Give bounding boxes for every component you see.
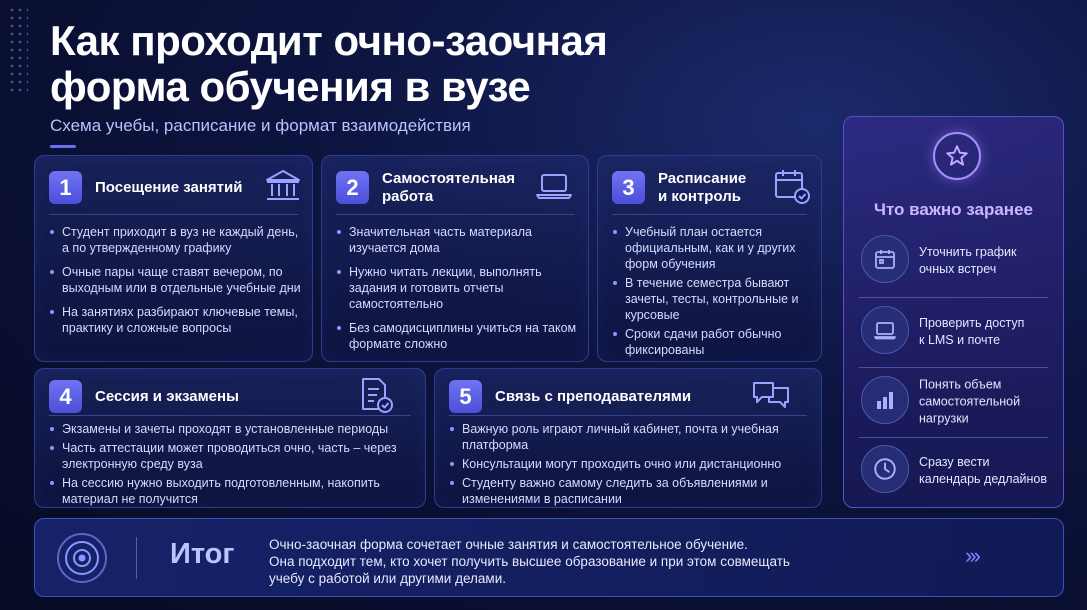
sidebar-item-text: [919, 244, 1017, 278]
chat-bubbles-icon: [751, 375, 791, 415]
sidebar-item-line: Уточнить график: [919, 245, 1017, 259]
sidebar-item: [859, 372, 1049, 432]
card-divider: [449, 415, 807, 416]
sidebar-important: [843, 116, 1064, 508]
star-icon-circle: [933, 132, 981, 180]
card-schedule-control: [597, 155, 822, 362]
laptop-icon: [534, 166, 574, 206]
decorative-dots: [8, 6, 28, 94]
card-list: [612, 224, 811, 361]
sidebar-item-text: [919, 454, 1047, 488]
sidebar-item: [859, 231, 1049, 291]
card-number: 5: [449, 380, 482, 413]
summary-line: учебу с работой или другими делами.: [269, 571, 506, 586]
sidebar-item-line: к LMS и почте: [919, 333, 1001, 347]
sidebar-item: [859, 441, 1049, 501]
subtitle-underline: [50, 145, 76, 148]
summary-text: [269, 536, 849, 587]
card-number: 1: [49, 171, 82, 204]
sidebar-item: [859, 302, 1049, 362]
sidebar-divider: [859, 437, 1048, 438]
laptop-icon: [861, 306, 909, 354]
list-item: Часть аттестации может проводиться очно, часть – через электронную среду вуза: [49, 440, 415, 472]
card-teachers: [434, 368, 822, 508]
card-list: [49, 224, 302, 344]
list-item: Сроки сдачи работ обычно фиксированы: [612, 326, 811, 358]
sidebar-item-text: [919, 315, 1024, 349]
list-item: Экзамены и зачеты проходят в установленные периоды: [49, 421, 415, 437]
sidebar-item-line: самостоятельной: [919, 394, 1021, 409]
sidebar-divider: [859, 367, 1048, 368]
list-item: Студент приходит в вуз не каждый день, а по утвержденному графику: [49, 224, 302, 256]
list-item: Нужно читать лекции, выполнять задания и готовить отчеты самостоятельно: [336, 264, 578, 312]
sidebar-item-line: очных встреч: [919, 262, 997, 276]
card-divider: [49, 415, 411, 416]
calendar-icon: [861, 235, 909, 283]
list-item: Значительная часть материала изучается дома: [336, 224, 578, 256]
card-title: [658, 170, 746, 206]
sidebar-item-line: Сразу вести: [919, 455, 990, 469]
sidebar-item-text: [919, 377, 1020, 428]
list-item: На занятиях разбирают ключевые темы, практику и сложные вопросы: [49, 304, 302, 336]
page-title: [50, 18, 607, 110]
card-title-line-2: и контроль: [658, 188, 741, 205]
card-title: Посещение занятий: [95, 179, 243, 196]
calendar-check-icon: [772, 166, 812, 206]
list-item: Без самодисциплины учиться на таком формате сложно: [336, 320, 578, 352]
summary-label: Итог: [170, 538, 235, 570]
bar-chart-icon: [861, 376, 909, 424]
card-number: 2: [336, 171, 369, 204]
list-item: Студенту важно самому следить за объявлениями и изменениями в расписании: [449, 475, 811, 507]
list-item: Консультации могут проходить очно или дистанционно: [449, 456, 811, 472]
card-divider: [336, 214, 574, 215]
page-subtitle: Схема учебы, расписание и формат взаимодействия: [50, 116, 471, 135]
list-item: Важную роль играют личный кабинет, почта и учебная платформа: [449, 421, 811, 453]
sidebar-item-line: Понять объем: [919, 377, 1002, 392]
list-item: На сессию нужно выходить подготовленным, накопить материал не получится: [49, 475, 415, 507]
sidebar-item-line: нагрузки: [919, 411, 969, 426]
card-title-line-1: Расписание: [658, 170, 747, 187]
list-item: Учебный план остается официальным, как и у других форм обучения: [612, 224, 811, 272]
title-line-1: Как проходит очно-заочная: [50, 17, 608, 64]
title-line-2: форма обучения в вузе: [50, 63, 531, 110]
sidebar-divider: [859, 297, 1048, 298]
summary-panel: [34, 518, 1064, 597]
sidebar-item-line: календарь дедлайнов: [919, 472, 1048, 486]
card-title: [382, 170, 515, 206]
bank-icon: [263, 166, 303, 206]
card-title: Сессия и экзамены: [95, 388, 239, 405]
summary-line: Очно-заочная форма сочетает очные занятия и самостоятельное обучение.: [269, 537, 748, 552]
card-title: Связь с преподавателями: [495, 388, 692, 405]
list-item: В течение семестра бывают зачеты, тесты, контрольные и курсовые: [612, 275, 811, 323]
card-number: 4: [49, 380, 82, 413]
card-divider: [49, 214, 298, 215]
summary-divider: [136, 537, 137, 579]
card-title-line-1: Самостоятельная: [382, 170, 516, 187]
summary-line: Она подходит тем, кто хочет получить высшее образование и при этом совмещать: [269, 554, 790, 569]
card-exams: [34, 368, 426, 508]
card-attendance: [34, 155, 313, 362]
sidebar-title: Что важно заранее: [874, 200, 1033, 219]
clock-icon: [861, 445, 909, 493]
card-list: [49, 421, 415, 510]
star-icon: [944, 143, 970, 169]
chevrons-right-icon: ›››: [965, 543, 978, 568]
card-divider: [612, 214, 807, 215]
card-list: [336, 224, 578, 360]
sidebar-item-line: Проверить доступ: [919, 316, 1025, 330]
card-self-study: [321, 155, 589, 362]
card-number: 3: [612, 171, 645, 204]
document-check-icon: [357, 375, 397, 415]
card-title-line-2: работа: [382, 188, 434, 205]
list-item: Очные пары чаще ставят вечером, по выходным или в отдельные учебные дни: [49, 264, 302, 296]
card-list: [449, 421, 811, 510]
target-icon: [55, 531, 109, 585]
